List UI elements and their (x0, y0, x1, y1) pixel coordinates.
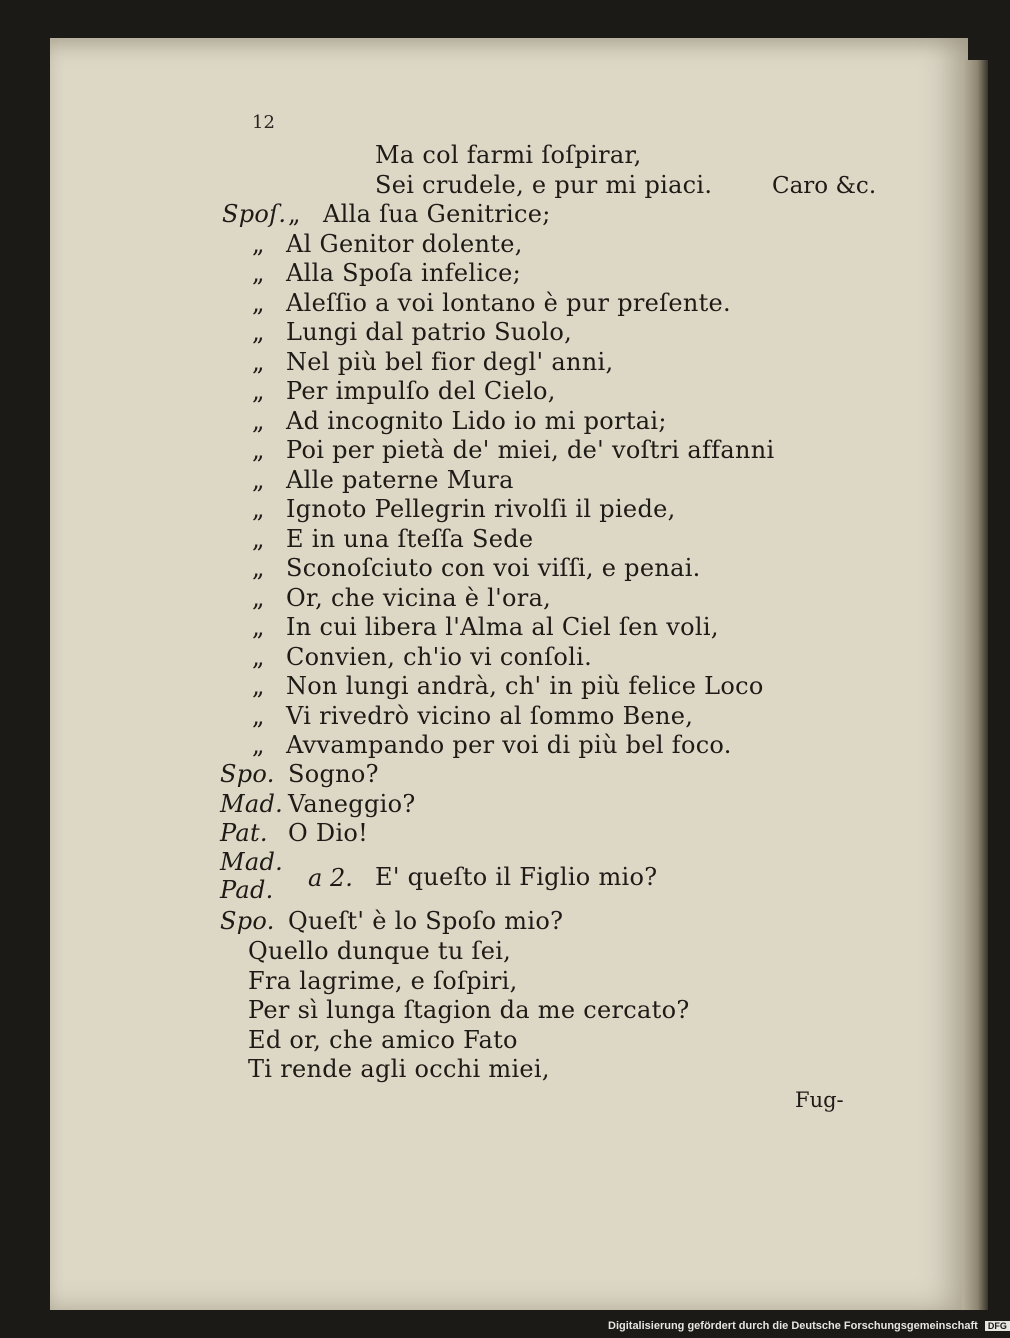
verse-line: E in una ſteſſa Sede (286, 524, 534, 553)
verse-line: Fra lagrime, e ſoſpiri, (248, 966, 518, 995)
verse-line: Ti rende agli occhi miei, (248, 1055, 550, 1083)
catchword: Fug- (795, 1088, 844, 1112)
page-number: 12 (252, 112, 275, 133)
verse-line: O Dio! (288, 819, 369, 847)
verse-line: Sogno? (288, 760, 379, 788)
quote-mark: „ (252, 406, 265, 435)
verse-line: Nel più bel fior degl' anni, (286, 347, 614, 376)
speaker-label: Pat. (220, 819, 268, 847)
digitization-credit (608, 1320, 1010, 1332)
aria-line: Sei crudele, e pur mi piaci. (375, 171, 713, 199)
verse-line: Queſt' è lo Spoſo mio? (288, 907, 564, 935)
verse-line: Alla Spoſa infelice; (286, 259, 521, 287)
quote-mark: „ (252, 229, 265, 258)
verse-line: Per sì lunga ſtagion da me cercato? (248, 996, 690, 1024)
aria-cue: Caro &c. (772, 173, 877, 199)
verse-line: Ad incognito Lido io mi portai; (286, 406, 667, 435)
verse-line: Ed or, che amico Fato (248, 1025, 518, 1054)
verse-line: Alla ſua Genitrice; (323, 200, 551, 228)
a2-marker: a 2. (308, 864, 353, 892)
quote-mark: „ (252, 613, 265, 641)
aria-line: Ma col farmi ſoſpirar, (375, 141, 642, 169)
quote-mark: „ (252, 377, 265, 405)
verse-line: Ignoto Pellegrin rivolſi il piede, (286, 495, 676, 523)
quote-mark: „ (252, 347, 265, 376)
verse-line: E' queſto il Figlio mio? (375, 863, 658, 891)
quote-mark: „ (252, 318, 265, 346)
quote-mark: „ (252, 288, 265, 317)
quote-mark: „ (252, 554, 265, 582)
verse-line: Sconoſciuto con voi viſſi, e penai. (286, 554, 701, 582)
speaker-label: Spo. (220, 907, 275, 935)
dfg-logo: DFG (985, 1321, 1010, 1331)
quote-mark: „ (252, 436, 265, 464)
verse-line: Or, che vicina è l'ora, (286, 583, 552, 612)
verse-line: Vaneggio? (288, 789, 416, 818)
quote-mark: „ (252, 672, 265, 700)
verse-line: Convien, ch'io vi conſoli. (286, 642, 592, 671)
quote-mark: „ (252, 642, 265, 671)
quote-mark: „ (252, 524, 265, 553)
speaker-label: Spoſ. (222, 200, 287, 228)
verse-line: Non lungi andrà, ch' in più felice Loco (286, 672, 764, 700)
quote-mark: „ (288, 200, 301, 228)
quote-mark: „ (252, 701, 265, 730)
verse-line: Alle paterne Mura (286, 465, 514, 494)
speaker-label: Spo. (220, 760, 275, 788)
quote-mark: „ (252, 465, 265, 494)
verse-line: In cui libera l'Alma al Ciel ſen voli, (286, 613, 719, 641)
verse-line: Poi per pietà de' miei, de' voſtri affanni (286, 436, 775, 464)
quote-mark: „ (252, 495, 265, 523)
page-edge (962, 60, 988, 1310)
speaker-label: Mad. (220, 848, 284, 876)
verse-line: Per impulſo del Cielo, (286, 377, 556, 405)
verse-line: Quello dunque tu ſei, (248, 937, 512, 965)
verse-line: Aleſſio a voi lontano è pur preſente. (286, 288, 731, 317)
speaker-label: Pad. (220, 876, 274, 904)
verse-line: Avvampando per voi di più bel foco. (286, 731, 732, 759)
footer-text: Digitalisierung gefördert durch die Deutsche Forschungsgemeinschaft (608, 1320, 978, 1332)
quote-mark: „ (252, 731, 265, 759)
verse-line: Lungi dal patrio Suolo, (286, 318, 573, 346)
verse-line: Al Genitor dolente, (286, 229, 523, 258)
verse-line: Vi rivedrò vicino al ſommo Bene, (286, 701, 694, 730)
speaker-label: Mad. (220, 789, 284, 818)
quote-mark: „ (252, 583, 265, 612)
quote-mark: „ (252, 259, 265, 287)
